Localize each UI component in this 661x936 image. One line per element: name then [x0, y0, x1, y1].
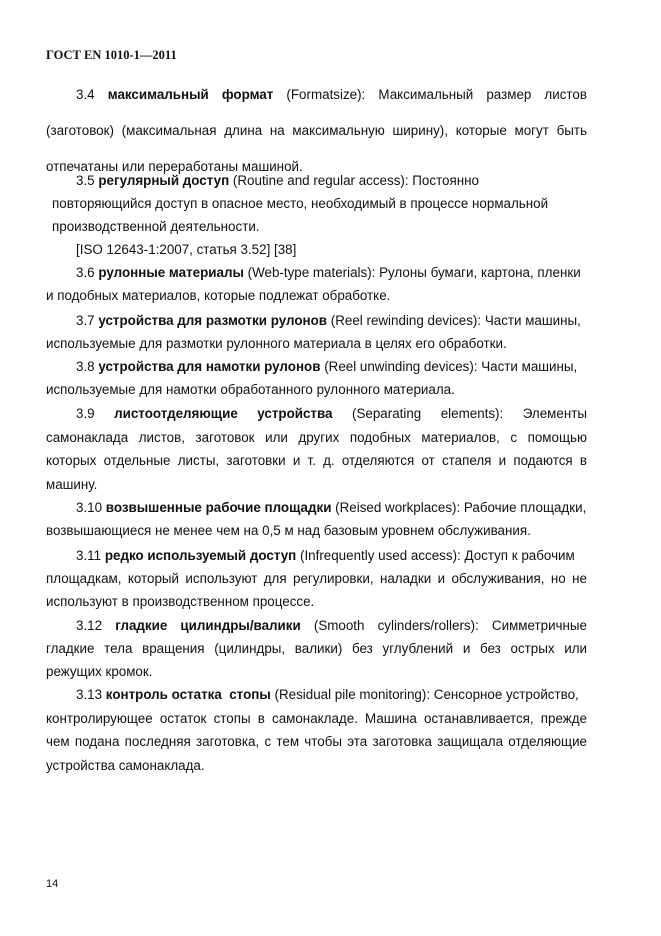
line: которых отдельные листы, заготовки и т. д. отделяются от стапеля и подаются в	[46, 453, 587, 468]
paragraph-3-10	[46, 496, 587, 542]
paragraph-3-5	[52, 169, 593, 261]
term-number: 3.12	[76, 618, 103, 633]
term-number: 3.6	[76, 265, 95, 280]
paragraph-3-12	[46, 614, 587, 683]
paragraph-3-9	[46, 402, 587, 496]
term: максимальный формат	[107, 87, 274, 102]
reference: [ISO 12643-1:2007, статья 3.52] [38]	[76, 242, 297, 257]
definition-text: (Reised workplaces): Рабочие площадки,	[335, 500, 587, 515]
term: устройства для намотки рулонов	[98, 359, 321, 374]
line	[46, 544, 587, 567]
term-number: 3.10	[76, 500, 103, 515]
term: устройства для размотки рулонов	[98, 313, 328, 328]
term: рулонные материалы	[98, 265, 244, 280]
term-number: 3.8	[76, 359, 95, 374]
term-number: 3.5	[76, 173, 95, 188]
definition-text: Максимальный размер листов	[378, 87, 587, 102]
definition-text: (Reel unwinding devices): Части машины,	[324, 359, 578, 374]
line	[46, 309, 587, 332]
line: отпечатаны или переработаны машиной.	[46, 159, 303, 174]
line: используют в производственном процессе.	[46, 594, 315, 609]
line	[46, 614, 587, 637]
line: возвышающиеся не менее чем на 0,5 м над базовым уровнем обслуживания.	[46, 523, 531, 538]
term: регулярный доступ	[98, 173, 230, 188]
paragraph-3-11	[46, 544, 587, 613]
term-number: 3.7	[76, 313, 95, 328]
line	[46, 261, 587, 284]
term: гладкие цилиндры/валики	[115, 618, 301, 633]
definition-text: (Smooth cylinders/rollers): Симметричные	[313, 618, 587, 633]
line: устройства самонаклада.	[46, 757, 205, 773]
document-header: ГОСТ EN 1010-1—2011	[46, 48, 177, 62]
term: редко используемый доступ	[104, 548, 297, 563]
line: (заготовок) (максимальная длина на максимальную ширину), которые могут быть	[46, 123, 587, 138]
definition-text: (Residual pile monitoring): Сенсорное устройство,	[274, 687, 579, 702]
line: контролирующее остаток стопы в самонакладе. Машина останавливается, прежде	[46, 710, 587, 726]
line: режущих кромок.	[46, 664, 153, 679]
term: контроль остатка стопы	[105, 687, 271, 702]
line: и подобных материалов, которые подлежат обработке.	[46, 288, 391, 303]
definition-text: (Separating elements): Элементы	[352, 406, 587, 421]
paragraph-3-8	[46, 355, 587, 401]
line	[46, 355, 587, 378]
line: производственной деятельности.	[52, 219, 260, 234]
line: чем подана последняя заготовка, с тем чтобы эта заготовка защищала отделяющие	[46, 734, 587, 749]
line: машину.	[46, 476, 98, 492]
line: используемые для размотки рулонного материала в целях его обработки.	[46, 336, 507, 351]
line	[46, 496, 587, 519]
english-term: (Formatsize):	[286, 87, 366, 102]
definition-text: (Reel rewinding devices): Части машины,	[330, 313, 581, 328]
term-number: 3.13	[76, 687, 103, 702]
paragraph-3-6	[46, 261, 587, 307]
line: гладкие тела вращения (цилиндры, валики) без углублений и без острых или	[46, 641, 587, 656]
line	[46, 683, 587, 707]
line: используемые для намотки обработанного рулонного материала.	[46, 382, 455, 397]
definition-text: (Infrequently used access): Доступ к рабочим	[299, 548, 575, 563]
line	[46, 77, 587, 113]
line: площадкам, который используют для регулировки, наладки и обслуживания, но не	[46, 571, 587, 586]
definition-text: (Routine and regular access): Постоянно	[232, 173, 479, 188]
paragraph-3-7	[46, 309, 587, 355]
line: повторяющийся доступ в опасное место, необходимый в процессе нормальной	[52, 196, 549, 211]
page-number: 14	[46, 878, 59, 890]
term: возвышенные рабочие площадки	[105, 500, 332, 515]
paragraph-3-13	[46, 683, 587, 777]
term-number: 3.11	[76, 548, 102, 563]
term: листоотделяющие устройства	[114, 406, 333, 421]
line: самонаклада листов, заготовок или других подобных материалов, с помощью	[46, 429, 587, 445]
line	[52, 169, 593, 192]
definition-text: (Web-type materials): Рулоны бумаги, картона, пленки	[247, 265, 581, 280]
term-number: 3.4	[76, 87, 95, 102]
line	[46, 402, 587, 426]
term-number: 3.9	[76, 406, 95, 421]
